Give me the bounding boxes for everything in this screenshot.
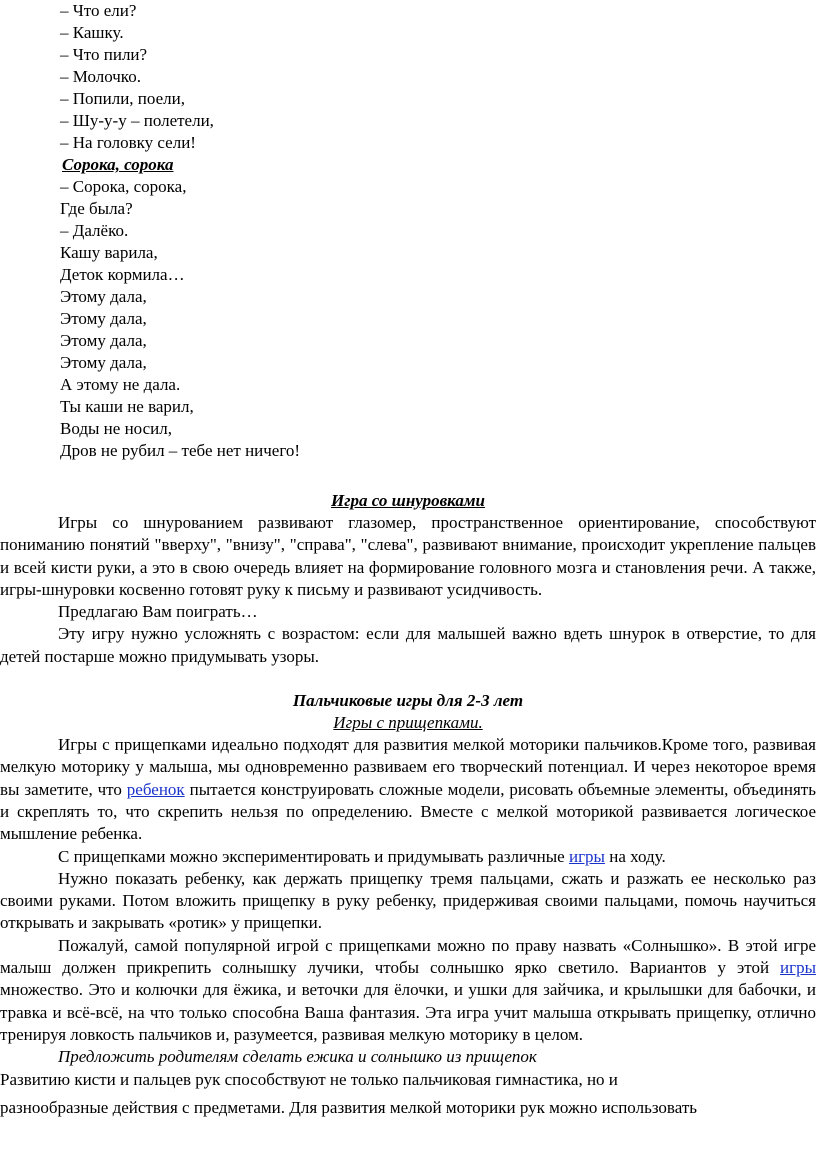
poem-line: – Шу-у-у – полетели, [60, 111, 214, 130]
poem-line: Этому дала, [60, 309, 147, 328]
link-games[interactable]: игры [568, 846, 605, 866]
paragraph: разнообразные действия с предметами. Для развития мелкой моторики рук можно использовать [0, 1097, 698, 1117]
link-game[interactable]: игры [780, 958, 816, 978]
poem-title: Сорока, сорока [62, 155, 174, 174]
paragraph [0, 734, 816, 845]
paragraph-text: С прищепками можно экспериментировать и придумывать различные [58, 846, 569, 866]
paragraph-text: на ходу. [604, 846, 666, 866]
poem-line: Деток кормила… [60, 265, 185, 284]
paragraph [0, 846, 816, 868]
paragraph-text: Игры с прищепками идеально подходят для развития мелкой моторики пальчиков.Кроме того, развивая мелкую моторику у малыша, мы одновременно развиваем его творческий потенциал. И через некоторое время вы заметите, что [0, 735, 816, 799]
poem-line: Воды не носил, [60, 419, 172, 438]
body-text [0, 490, 816, 1119]
poem-line: Этому дала, [60, 331, 147, 350]
poem-line: А этому не дала. [60, 375, 181, 394]
paragraph: Предлагаю Вам поиграть… [58, 602, 258, 622]
poem-line: Где была? [60, 199, 133, 218]
poem-line: – На головку сели! [60, 133, 196, 152]
poem-line: – Попили, поели, [60, 89, 185, 108]
section-subheading: Игры с прищепками. [333, 713, 483, 733]
paragraph-text: пытается конструировать сложные модели, рисовать объемные элементы, объединять и скреплять то, что скрепить нельзя по определению. Вместе с мелкой моторикой развивается логическое мышление ребенка. [0, 779, 816, 844]
paragraph: Нужно показать ребенку, как держать прищепку тремя пальцами, сжать и разжать ее несколько раз своими руками. Потом вложить прищепку в руку ребенку, придерживая своими пальцами, помочь научиться открывать и закрывать «ротик» у прищепки. [0, 868, 816, 933]
paragraph-text: множество. Это и колючки для ёжика, и веточки для ёлочки, и ушки для зайчика, и крылышки для бабочки, и травка и всё-всё, на что только способна Ваша фантазия. Эта игра учит малыша открывать прищепку, отлично тренируя ловкость пальчиков и, разумеется, развивая мелкую моторику в целом. [0, 980, 816, 1044]
poem-block [60, 0, 760, 462]
link-child[interactable]: ребенок [126, 779, 185, 799]
paragraph [0, 935, 816, 1046]
italic-note: Предложить родителям сделать ежика и солнышко из прищепок [58, 1047, 537, 1067]
poem-line: – Сорока, сорока, [60, 177, 187, 196]
paragraph: Игры со шнурованием развивают глазомер, пространственное ориентирование, способствуют пониманию понятий "вверху", "внизу", "справа", "слева", развивают внимание, происходит укрепление пальцев и всей кисти руки, а это в свою очередь влияет на формирование головного мозга и становления речи. А также, игры-шнуровки косвенно готовят руку к письму и развивают усидчивость. [0, 513, 816, 599]
poem-line: – Что пили? [60, 45, 148, 64]
poem-line: – Кашку. [60, 23, 124, 42]
poem-line: – Молочко. [60, 67, 141, 86]
poem-line: Этому дала, [60, 287, 147, 306]
poem-line: Этому дала, [60, 353, 147, 372]
section-heading-finger-games: Пальчиковые игры для 2-3 лет [292, 691, 524, 711]
paragraph-text: Пожалуй, самой популярной игрой с прищепками можно по праву назвать «Солнышко». В этой игре малыш должен прикрепить солнышку лучики, чтобы солнышко ярко светило. Вариантов у этой [0, 935, 816, 978]
poem-line: – Далёко. [60, 221, 129, 240]
poem-line: – Что ели? [60, 1, 137, 20]
poem-line: Кашу варила, [60, 243, 158, 262]
spacer [0, 668, 816, 690]
section-heading-lacing: Игра со шнуровками [331, 491, 485, 510]
paragraph: Развитию кисти и пальцев рук способствуют не только пальчиковая гимнастика, но и [0, 1069, 618, 1089]
paragraph: Эту игру нужно усложнять с возрастом: если для малышей важно вдеть шнурок в отверстие, то для детей постарше можно придумывать узоры. [0, 624, 816, 666]
poem-line: Ты каши не варил, [60, 397, 194, 416]
poem-line: Дров не рубил – тебе нет ничего! [60, 441, 301, 460]
